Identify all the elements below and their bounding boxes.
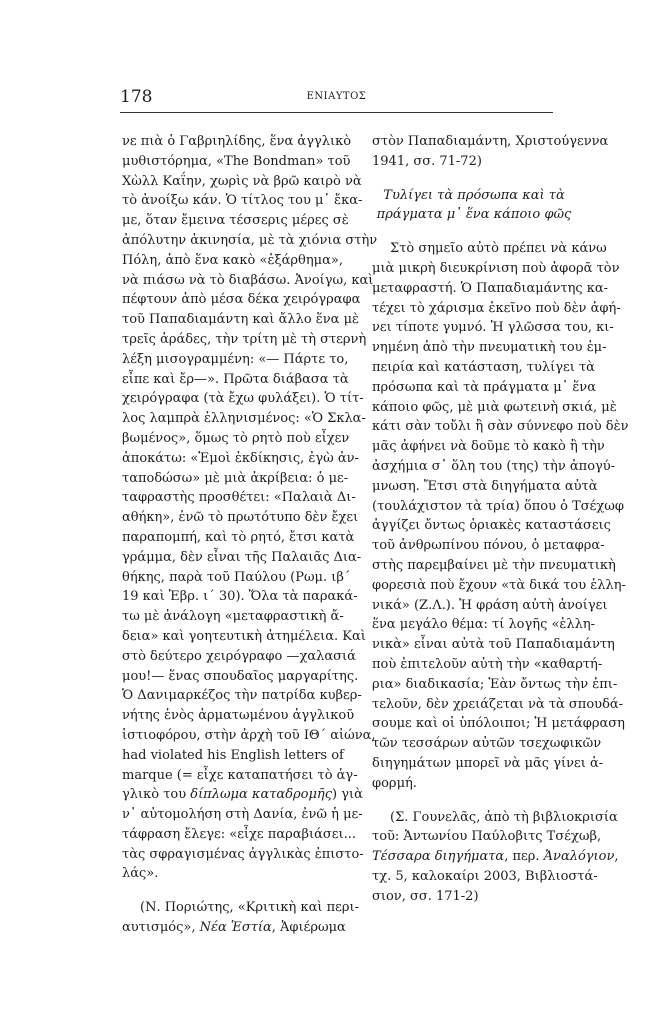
text-line: νικὰ» εἶναι αὐτὰ τοῦ Παπαδιαμάντη [372, 637, 615, 653]
section-heading [372, 186, 576, 226]
text-line: νήτης ἑνὸς ἁρματωμένου ἀγγλικοῦ [122, 708, 355, 724]
section-gap [372, 172, 576, 186]
citation-line: Τέσσαρα διηγήματα, περ. Ἀναλόγιον, [372, 849, 619, 865]
text-line: ἱστιοφόρου, στὴν ἀρχὴ τοῦ ΙΘ´ αἰώνα, [122, 727, 376, 743]
text-line: 19 καὶ Ἑβρ. ι´ 30). Ὅλα τὰ παρακά- [122, 589, 358, 605]
text-line: αθήκη», ἐνῶ τὸ πρωτότυπο δὲν ἔχει [122, 510, 359, 526]
paragraph-gap [122, 884, 342, 898]
text-line: τὸ ἀνοίξω κάν. Ὁ τίτλος του μ᾽ ἔκα- [122, 193, 363, 209]
text-line: τρεῖς ἀράδες, τὴν τρίτη μὲ τὴ στερνὴ [122, 331, 367, 347]
text-line: γράμμα, δὲν εἶναι τῆς Παλαιᾶς Δια- [122, 549, 362, 565]
page-number: 178 [120, 87, 153, 107]
text-line: τελοῦν, δὲν χρειάζεται νὰ τὰ σπουδά- [372, 696, 624, 712]
text-line: δεια» καὶ γοητευτικὴ ἀτημέλεια. Καὶ [122, 628, 366, 644]
text-line: ποὺ ἐπιτελοῦν αὐτὴ τὴν «καθαρτή- [372, 656, 603, 672]
text-line: ταποδώσω» μὲ μιὰ ἀκρίβεια: ὁ με- [122, 470, 349, 486]
text-line: ἀποκάτω: «Ἐμοὶ ἐκδίκησις, ἐγὼ ἀν- [122, 450, 359, 466]
text-line: ἀγγίζει ὄντως ὁριακὲς καταστάσεις [372, 518, 611, 534]
text-line: νικά» (Ζ.Λ.). Ἡ φράση αὐτὴ ἀνοίγει [372, 597, 608, 613]
text-line: τω μὲ ἀνάλογη «μεταφραστικὴ ἄ- [122, 609, 344, 625]
text-line: μιὰ μικρὴ διευκρίνιση ποὺ ἀφορᾶ τὸν [372, 260, 620, 276]
text-line: λος λαμπρὰ ἑλληνισμένος: «Ὁ Σκλα- [122, 411, 366, 427]
text-line: λέξη μισογραμμένη: «— Πάρτε το, [122, 351, 349, 367]
text-line: πέφτουν ἀπὸ μέσα δέκα χειρόγραφα [122, 292, 361, 308]
text-line: Πόλη, ἀπὸ ἕνα κακὸ «ἐξάρθημα», [122, 252, 343, 268]
citation-line: αυτισμός», Νέα Ἑστία, Ἀφιέρωμα [122, 920, 346, 936]
right-citation-continuation [372, 132, 609, 172]
citation-line: στὸν Παπαδιαμάντη, Χριστούγεννα [372, 134, 609, 149]
text-line: με, ὅταν ἔμεινα τέσσερις μέρες σὲ [122, 213, 349, 229]
text-line: νημένη ἀπὸ τὴν πνευματικὴ του ἐμ- [372, 340, 607, 356]
right-citation [372, 808, 619, 907]
text-line: had violated his English letters of [122, 747, 344, 763]
running-head [120, 87, 553, 109]
text-line: πρόσωπα καὶ τὰ πράγματα μ᾽ ἕνα [372, 379, 596, 395]
text-line: παραπομπή, καὶ τὸ ρητό, ἔτσι κατὰ [122, 529, 355, 545]
citation-line: 1941, σσ. 71-72) [372, 153, 482, 169]
text-line: σουμε καὶ οἱ ὑπόλοιποι; Ἡ μετάφραση [372, 716, 625, 732]
text-line: λάς». [122, 866, 159, 882]
section-heading-line: πράγματα μ᾽ ἕνα κάποιο φῶς [376, 207, 572, 223]
citation-line: (Ν. Ποριώτης, «Κριτικὴ καὶ περι- [140, 900, 360, 916]
text-line: μεταφραστή. Ὁ Παπαδιαμάντης κα- [372, 280, 609, 296]
header-rule [120, 112, 553, 113]
text-line: marque (= εἶχε καταπατήσει τὸ ἀγ- [122, 767, 358, 783]
citation-line: σιον, σσ. 171-2) [372, 888, 479, 904]
text-line: Χὼλλ Καΐην, χωρὶς νὰ βρῶ καιρὸ νὰ [122, 173, 362, 189]
text-line: ἀσχήμια σ᾽ ὅλη του (της) τὴν ἀπογύ- [372, 458, 616, 474]
text-line: πειρία καὶ κατάσταση, τυλίγει τὰ [372, 359, 595, 375]
text-line: χειρόγραφα (τὰ ἔχω φυλάξει). Ὁ τίτ- [122, 391, 364, 407]
left-body-text [122, 132, 378, 884]
citation-line: τοῦ: Ἀντωνίου Παύλοβιτς Τσέχωβ, [372, 829, 602, 845]
text-line: νει τίποτε γυμνό. Ἡ γλῶσσα του, κι- [372, 320, 614, 336]
text-line: ρια» διαδικασία; Ἐὰν ὄντως τὴν ἐπι- [372, 676, 618, 692]
text-line: μυθιστόρημα, «The Bondman» τοῦ [122, 153, 351, 169]
text-line: τοῦ ἀνθρωπίνου πόνου, ὁ μεταφρα- [372, 538, 605, 554]
citation-line: τχ. 5, καλοκαίρι 2003, Βιβλιοστά- [372, 868, 598, 884]
text-line: Ὁ Δανιμαρκέζος τὴν πατρίδα κυβερ- [122, 688, 362, 704]
text-line: (τουλάχιστον τὰ τρία) ὅπου ὁ Τσέχωφ [372, 498, 624, 514]
text-line: νε πιὰ ὁ Γαβριηλίδης, ἕνα ἀγγλικὸ [122, 134, 352, 149]
text-line: τῶν τεσσάρων αὐτῶν τσεχωφικῶν [372, 736, 602, 752]
text-line: τέχει τὸ χάρισμα ἐκεῖνο ποὺ δὲν ἀφή- [372, 300, 621, 316]
text-line: Στὸ σημεῖο αὐτὸ πρέπει νὰ κάνω [390, 241, 607, 257]
section-heading-line: Τυλίγει τὰ πρόσωπα καὶ τὰ [383, 187, 565, 203]
section-gap [372, 225, 576, 239]
text-line: ἕνα μεγάλο θέμα: τί λογῆς «ἑλλη- [372, 617, 596, 633]
text-line: ν᾽ αὐτομολήση στὴ Δανία, ἐνῶ ἡ με- [122, 807, 363, 823]
text-line: ταφραστὴς προσθέτει: «Παλαιὰ Δι- [122, 490, 356, 506]
text-line: φορμή. [372, 775, 417, 791]
running-title: ΕΝΙΑΥΤΟΣ [306, 91, 367, 102]
text-line: θήκης, παρὰ τοῦ Παύλου (Ρωμ. ιβ´ [122, 569, 351, 585]
text-line: τάφραση ἔλεγε: «εἶχε παραβιάσει... [122, 826, 357, 842]
text-line: ἀπόλυτην ἀκινησία, μὲ τὰ χιόνια στὴν [122, 232, 378, 248]
text-line: βωμένος», ὅμως τὸ ρητὸ ποὺ εἶχεν [122, 430, 350, 446]
text-line: τὰς σφραγισμένας ἀγγλικὰς ἐπιστο- [122, 846, 364, 862]
right-column [372, 132, 629, 906]
text-line: φορεσιὰ ποὺ ἔχουν «τὰ δικά του ἑλλη- [372, 577, 626, 593]
text-line: κάτι σὰν τοὔλι ἢ σὰν σύννεφο ποὺ δὲν [372, 419, 629, 435]
text-line: μᾶς ἀφήνει νὰ δοῦμε τὸ κακὸ ἢ τὴν [372, 439, 605, 455]
citation-line: (Σ. Γουνελᾶς, ἀπὸ τὴ βιβλιοκρισία [390, 809, 618, 825]
left-citation [122, 898, 360, 938]
right-body-text [372, 239, 629, 793]
text-line: νὰ πιάσω νὰ τὸ διαβάσω. Ἀνοίγω, καὶ [122, 272, 374, 288]
paragraph-gap [372, 794, 576, 808]
text-line: γλικὸ του δίπλωμα καταδρομῆς) γιὰ [122, 787, 363, 803]
left-column [122, 132, 378, 938]
text-line: στὸ δεύτερο χειρόγραφο —χαλασιά [122, 648, 356, 664]
text-line: κάποιο φῶς, μὲ μιὰ φωτεινὴ σκιά, μὲ [372, 399, 617, 415]
text-line: εἶπε καὶ ἔρ—». Πρῶτα διάβασα τὰ [122, 371, 349, 387]
text-line: διηγημάτων μπορεῖ νὰ μᾶς γίνει ἀ- [372, 755, 604, 771]
text-line: τοῦ Παπαδιαμάντη καὶ ἄλλο ἕνα μὲ [122, 312, 360, 328]
text-line: μνωση. Ἔτσι στὰ διηγήματα αὐτὰ [372, 478, 598, 494]
text-line: μου!— ἕνας σπουδαῖος μαργαρίτης. [122, 668, 359, 684]
text-line: στὴς παρεμβαίνει μὲ τὴν πνευματικὴ [372, 557, 616, 573]
